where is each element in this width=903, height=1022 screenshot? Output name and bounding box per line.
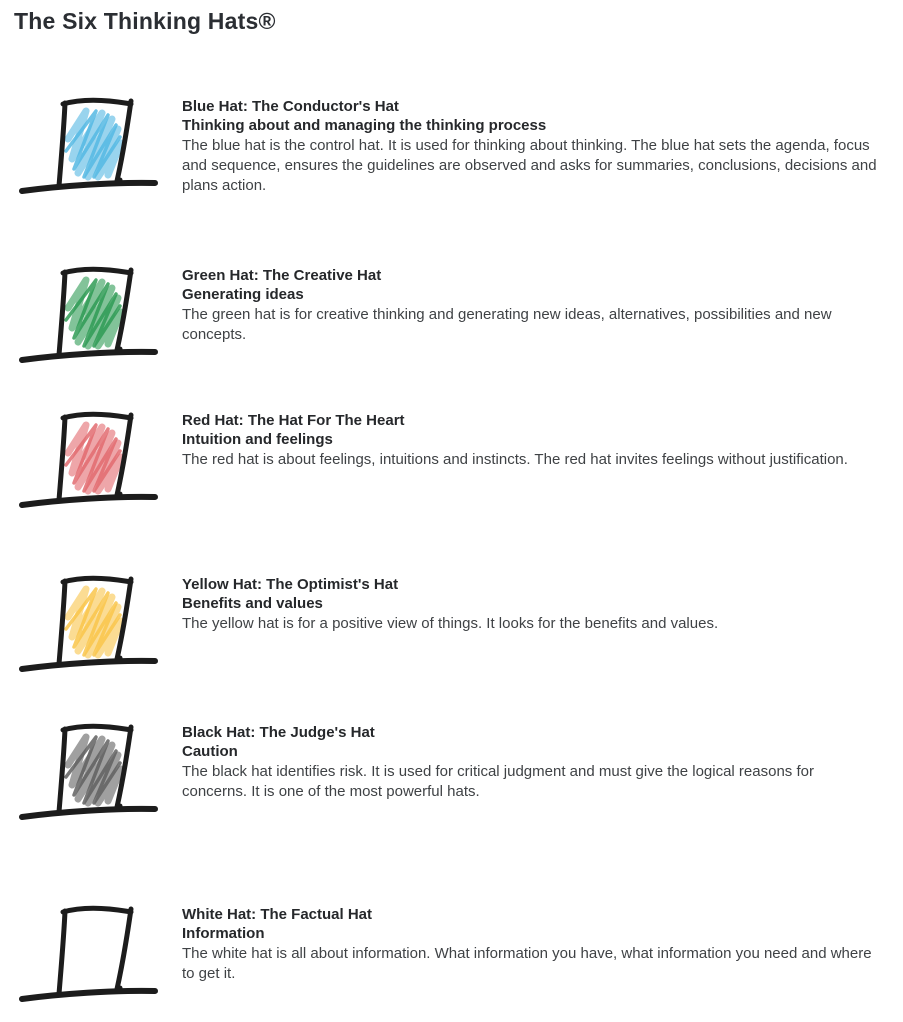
red-hat-icon xyxy=(14,403,164,515)
hat-section-green xyxy=(14,258,889,370)
section-heading: White Hat: The Factual Hat xyxy=(182,905,373,923)
section-heading: Blue Hat: The Conductor's Hat xyxy=(182,97,399,115)
blue-hat-icon xyxy=(14,89,164,201)
hat-section-white xyxy=(14,897,889,1009)
black-hat-icon xyxy=(14,715,164,827)
section-body: The black hat identifies risk. It is used for critical judgment and must give the logical reasons for concerns. It is one of the most powerful hats. xyxy=(182,763,814,800)
section-heading: Green Hat: The Creative Hat xyxy=(182,266,382,284)
section-text xyxy=(182,258,882,345)
section-subheading: Intuition and feelings xyxy=(182,431,333,449)
section-text xyxy=(182,715,882,802)
section-body: The green hat is for creative thinking and generating new ideas, alternatives, possibilities and new concepts. xyxy=(182,306,832,343)
green-hat-icon xyxy=(14,258,164,370)
section-subheading: Benefits and values xyxy=(182,595,323,613)
hat-section-red xyxy=(14,403,889,515)
section-subheading: Generating ideas xyxy=(182,286,304,304)
page-title: The Six Thinking Hats® xyxy=(14,8,276,34)
section-text xyxy=(182,897,882,984)
section-subheading: Information xyxy=(182,925,265,943)
section-body: The blue hat is the control hat. It is used for thinking about thinking. The blue hat sets the agenda, focus and sequence, ensures the guidelines are observed and asks for summaries, conclusions, decisions and plans action. xyxy=(182,137,877,194)
section-text xyxy=(182,403,848,470)
hat-section-yellow xyxy=(14,567,889,679)
section-subheading: Thinking about and managing the thinking process xyxy=(182,117,547,135)
section-body: The white hat is all about information. What information you have, what information you need and where to get it. xyxy=(182,945,872,982)
section-body: The red hat is about feelings, intuitions and instincts. The red hat invites feelings without justification. xyxy=(182,451,848,469)
yellow-hat-icon xyxy=(14,567,164,679)
section-heading: Yellow Hat: The Optimist's Hat xyxy=(182,575,399,593)
section-heading: Red Hat: The Hat For The Heart xyxy=(182,411,405,429)
section-text xyxy=(182,89,882,196)
hat-section-blue xyxy=(14,89,889,201)
section-body: The yellow hat is for a positive view of things. It looks for the benefits and values. xyxy=(182,615,719,633)
hat-sections xyxy=(14,89,889,1009)
hat-section-black xyxy=(14,715,889,827)
white-hat-icon xyxy=(14,897,164,1009)
section-heading: Black Hat: The Judge's Hat xyxy=(182,723,375,741)
section-subheading: Caution xyxy=(182,743,238,761)
section-text xyxy=(182,567,718,634)
